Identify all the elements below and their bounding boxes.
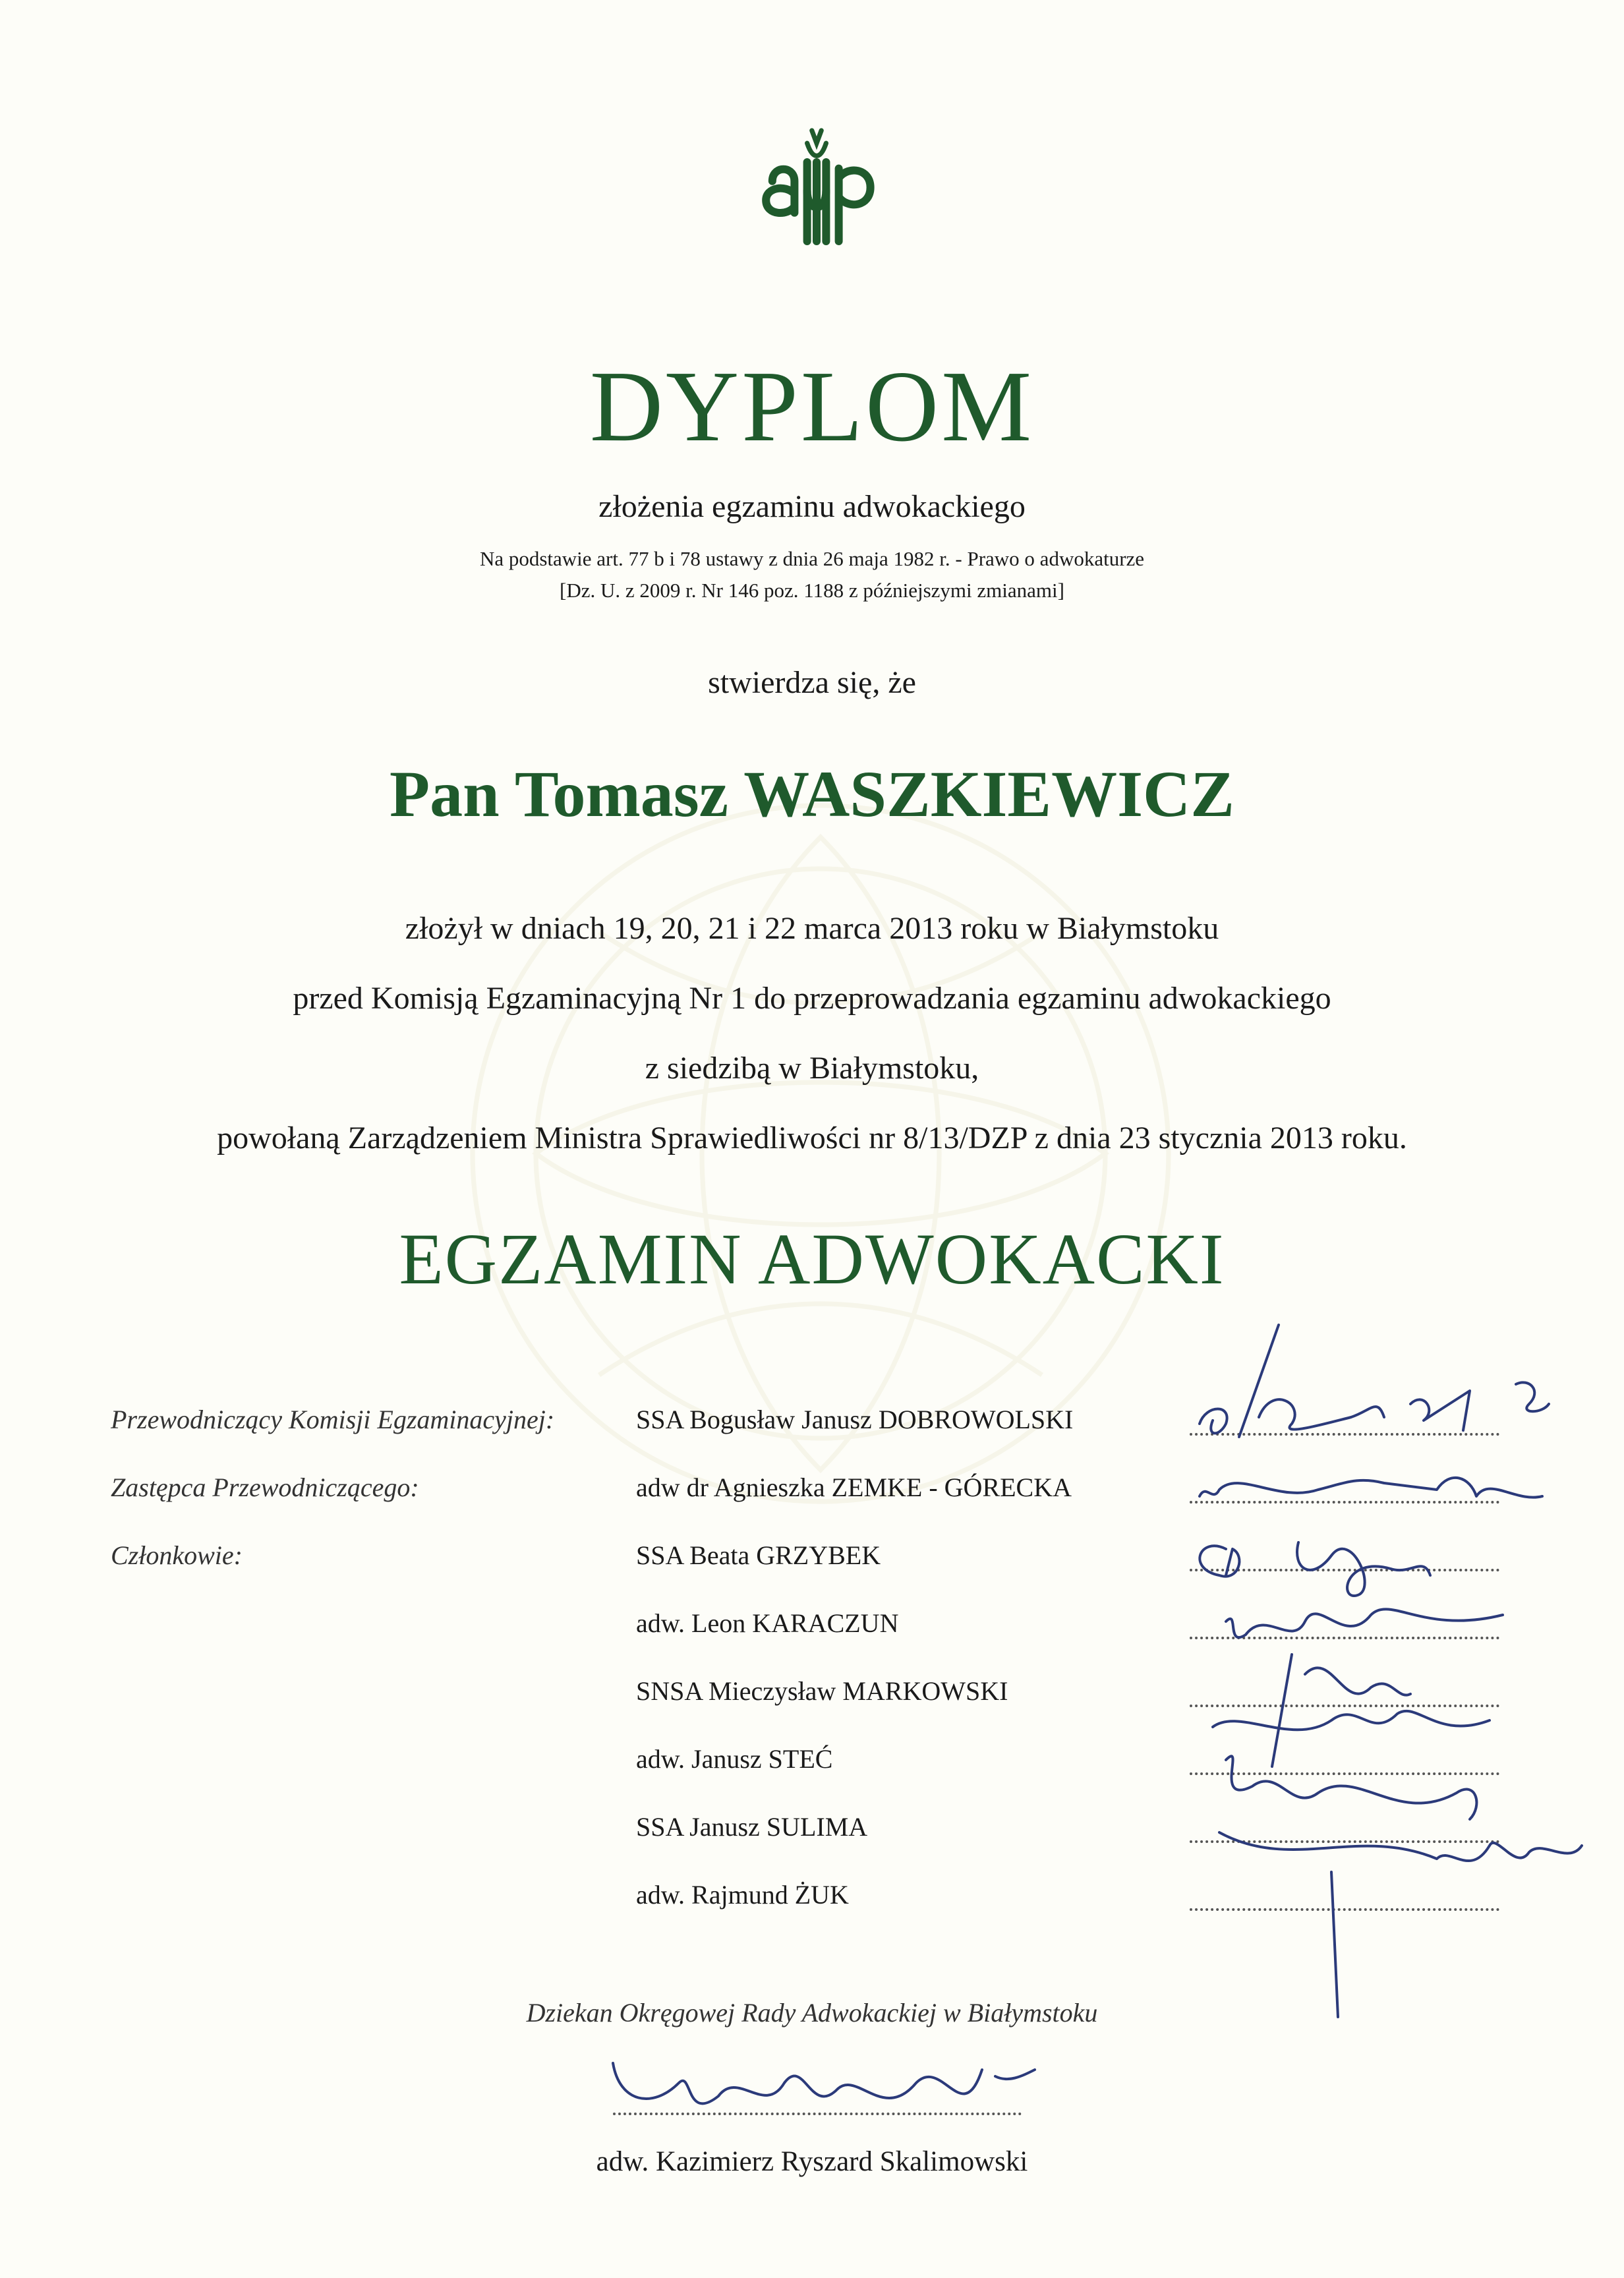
exam-title: EGZAMIN ADWOKACKI bbox=[399, 1219, 1225, 1299]
committee-signatures bbox=[1160, 1305, 1621, 2030]
deputy-role-label: Zastępca Przewodniczącego: bbox=[111, 1473, 419, 1502]
committee-member: SNSA Mieczysław MARKOWSKI bbox=[636, 1676, 1008, 1706]
legal-basis bbox=[0, 543, 1624, 606]
legal-basis-line: [Dz. U. z 2009 r. Nr 146 poz. 1188 z późniejszymi zmianami] bbox=[560, 579, 1064, 602]
body-text bbox=[0, 913, 1624, 1192]
members-role-label: Członkowie: bbox=[111, 1540, 243, 1570]
body-line: złożył w dniach 19, 20, 21 i 22 marca 2013 roku w Białymstoku bbox=[405, 911, 1219, 946]
certifies-text: stwierdza się, że bbox=[708, 665, 916, 700]
body-line: z siedzibą w Białymstoku, bbox=[645, 1051, 979, 1086]
recipient-name: Pan Tomasz WASZKIEWICZ bbox=[390, 757, 1234, 831]
committee-member: SSA Bogusław Janusz DOBROWOLSKI bbox=[636, 1405, 1074, 1434]
committee-member: adw. Janusz STEĆ bbox=[636, 1744, 833, 1774]
committee-member: SSA Beata GRZYBEK bbox=[636, 1540, 881, 1570]
chair-role-label: Przewodniczący Komisji Egzaminacyjnej: bbox=[111, 1405, 555, 1434]
diploma-subtitle: złożenia egzaminu adwokackiego bbox=[598, 489, 1026, 524]
dean-signature bbox=[573, 2043, 1068, 2155]
committee-member: adw. Rajmund ŻUK bbox=[636, 1880, 849, 1910]
diploma-title: DYPLOM bbox=[589, 351, 1035, 463]
committee-member: adw. Leon KARACZUN bbox=[636, 1608, 899, 1638]
dean-signature-line bbox=[613, 2113, 1022, 2115]
committee-member: SSA Janusz SULIMA bbox=[636, 1812, 868, 1842]
legal-basis-line: Na podstawie art. 77 b i 78 ustawy z dnia 26 maja 1982 r. - Prawo o adwokaturze bbox=[479, 547, 1145, 570]
awp-logo bbox=[734, 99, 899, 257]
body-line: powołaną Zarządzeniem Ministra Sprawiedliwości nr 8/13/DZP z dnia 23 stycznia 2013 roku. bbox=[217, 1121, 1407, 1155]
dean-title: Dziekan Okręgowej Rady Adwokackiej w Białymstoku bbox=[526, 1998, 1098, 2028]
body-line: przed Komisją Egzaminacyjną Nr 1 do przeprowadzania egzaminu adwokackiego bbox=[293, 981, 1331, 1016]
dean-name: adw. Kazimierz Ryszard Skalimowski bbox=[596, 2146, 1028, 2177]
committee-member: adw dr Agnieszka ZEMKE - GÓRECKA bbox=[636, 1473, 1072, 1502]
